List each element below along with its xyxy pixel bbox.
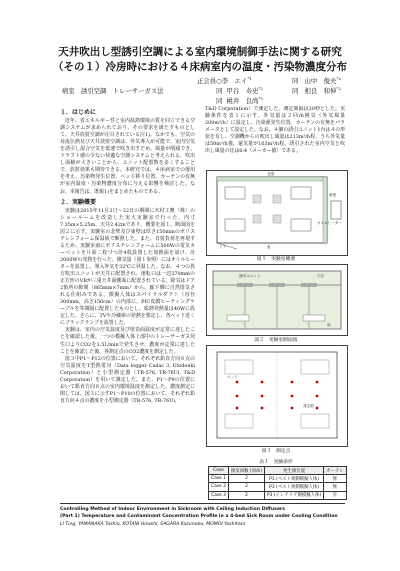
table-cell: Case 1 (209, 475, 229, 483)
table-cell: 無 (324, 483, 346, 491)
author-2: 同 山中 俊夫$^{*2}$ (292, 76, 341, 86)
table-row (209, 483, 347, 491)
paragraph: T&D Corporation）で測定した。測定間隔は30秒とした。実験条件を表１に示す。外気量は２回/h換気（外気風量200m³/h）に設定し、汚染源発生位置、カーテンの有無をパラメータとして設定した。なお、４個の誘引ユニット1台は４の形状を有し、空調機からの吹出し風量は213m³/h程、うち外気量は50m³/h強。還気量が163m³/h程、誘引された室内空気と吹出し風量の比は6:4（メーカー値）である。 (205, 106, 345, 155)
author-3: 同 甲谷 寿史$^{*2}$ (216, 86, 263, 96)
left-column (60, 106, 195, 502)
table-cell: Case 3 (209, 491, 229, 499)
figure-2-section (206, 264, 348, 336)
figure-1-plan (206, 170, 348, 256)
table-row (209, 491, 347, 499)
english-title-line2: (Part 1) Temperature and Contaminant Concentration Profile in a 4-bed Sick Room under Cooling Condition (60, 514, 338, 519)
author-5: 同 桃井 良尚$^{*3}$ (216, 96, 263, 106)
table-cell: Case 2 (209, 483, 229, 491)
plan-drawing (207, 171, 347, 255)
section-heading-method: ２．実験概要 (60, 198, 97, 206)
label-bed: ベッド (227, 375, 238, 379)
label-source: 発生源 (303, 404, 314, 408)
keywords: 病室 誘引空調 トレーサーガス法 (62, 87, 164, 95)
paragraph: 図３中P1～P12の位置において、それぞれ鉛直方向８点の空気温度をT型熱電対（Data logger Cadac 3, Etodenki Corporation）と小型測定器（TR-576, TR-76Ui, T&D Corporation）を用いて測定した。また、P1～P9の位置において鉛直方向８点の室内環境温度を測定した。濃度測定に関しては、図３に示すP1～P10の位置において、それぞれ鉛直方向４点の濃度を小型測定器（TR-576, TR-76Ui, (60, 355, 195, 404)
table-row (209, 475, 347, 483)
footer-divider (60, 503, 345, 504)
paragraph: 実験は、室内の空気温度及び壁表面温度が定常に達したことを確認した後、一つの模擬人体上部中のトレーサーガス発生口よりCO2を1.5L/minで発生させ、濃度が定常に達したことを確認した後、各測定点のCO2濃度を測定した。 (60, 327, 195, 355)
table-header-cell: 発生源位置 (264, 467, 323, 475)
label-ceiling: 天井 (317, 274, 325, 278)
figure-3-points (206, 345, 348, 447)
paragraph: 実験は2015年11月2日～22日の期間に木村工務（株）のショールームを改造した実大実験室で行った。内寸7.35m×5.25m、天井2.42mであり、概要を図１、断面図を図２に示す。実験室の北壁及び東壁は厚さ150mmのポリスチレンフォーム保温板で断熱した。また、日射負荷を再現するため、実験室南にポリスチレンフォームに500Wの電気カーペットを片面二枚づつ計4枚設置した加熱面を設け、計2000Wの発熱を行った。換気量（図１参照）にはオイルヒーターを設置し、導入外気を32℃に昇温した。なお、４つの異方吹出ユニットが天井に配置され、運転口は一辺270mmの正方形のVBが三重天井面側面に配置されている。除気はドア2箇所の隙間（865mm×7mm）から、廊下側に自然排気される仕組みである。模擬人体はスパイラルダクト（直径300mm、高さ150cm）の内部に、PIC皮膜ヒーティングケーブルを等間隔に配置したものとし、総熱発熱量は40Wに設定した。さらに、TVや冷蔵庫の発熱を想定し、各ベッド近くにブラックランプを設置した。 (60, 207, 195, 327)
table-1 (208, 466, 347, 500)
author-1: 正会員○李 エイ$^{*1}$ (197, 76, 252, 86)
paragraph: 近年、省エネルギー性と室内温熱環境の質を同立できる空調システムが求められており、その要求を満たすものとして、天井放射空調が注目されている注1)。なかでも、空気の対流伝熱及び天井放射空調は、外気導入が可能で、室内空気を誘引し混合空気を低速で吹き出すため、風量が削減でき、ドラフト感の少ない快適な空調システムと考えられる。吹出し面積が大きいことから、ユニット配置数を多くすることで、放射効果も期待できる。本研究では、４床病室での運用を考え、汚染物発生位置、ベッド移り位置、カーテンの有無が室内温度・汚染物濃度分布に与える影響を検討した。なお、本報告は、既報1)をまとめたものである。 (60, 118, 195, 195)
figure-2-caption: 図２ 実験室断面図 (254, 338, 298, 343)
label-door: ドア (219, 245, 227, 249)
section-heading-intro: １．はじめに (60, 109, 97, 116)
section-drawing (207, 265, 347, 335)
author-4: 同 相良 和伸$^{*2}$ (292, 86, 341, 96)
table-cell: P1 (ベスト奥側模擬人体) (264, 475, 323, 483)
label-unit: 誘引ユニット (239, 274, 261, 278)
table-header-cell: Case (209, 467, 229, 475)
table-header-cell: 換気回数 (回/h) (228, 467, 264, 475)
table-cell: 2 (228, 491, 264, 499)
label-heater: オイルヒーター (317, 221, 342, 225)
points-drawing (207, 346, 347, 446)
figure-1-caption: 図１ 実験室概要 (256, 257, 296, 262)
table-header-row (209, 467, 347, 475)
figure-3-caption: 図３ 測定点 (261, 449, 291, 454)
table-cell: 有 (324, 491, 346, 499)
english-authors: LI Ting, YAMANAKA Toshio, KOTANI Hisashi, SAGARA Kazunobu, MOMOI Yoshihisa (60, 522, 246, 527)
paper-title-line1: 天井吹出し型誘引空調による室内環境制御手法に関する研究 (58, 46, 342, 58)
paper-title-line2: （その１）冷房時における４床病室内の温度・汚染物濃度分布 (53, 61, 347, 73)
table-cell: P3 (ベスト奥側模擬人体) (264, 483, 323, 491)
english-title-line1: Controlling Method of Indoor Environment in Sickroom with Ceiling Induction Diffusers (60, 507, 285, 512)
table-cell: 2 (228, 483, 264, 491)
label-window: 窓 (267, 245, 271, 249)
label-east-wall: 東壁 (329, 193, 337, 197)
label-floor: 床 (327, 323, 331, 327)
table-1-caption: 表１ 実験条件 (259, 460, 293, 465)
table-cell: 無 (324, 475, 346, 483)
label-north-wall: 北壁 (267, 172, 275, 176)
table-header-cell: カーテン (324, 467, 346, 475)
right-column-text (205, 106, 345, 168)
table-cell: 2 (228, 475, 264, 483)
table-cell: P3 (インテリア側模擬人体) (264, 491, 323, 499)
